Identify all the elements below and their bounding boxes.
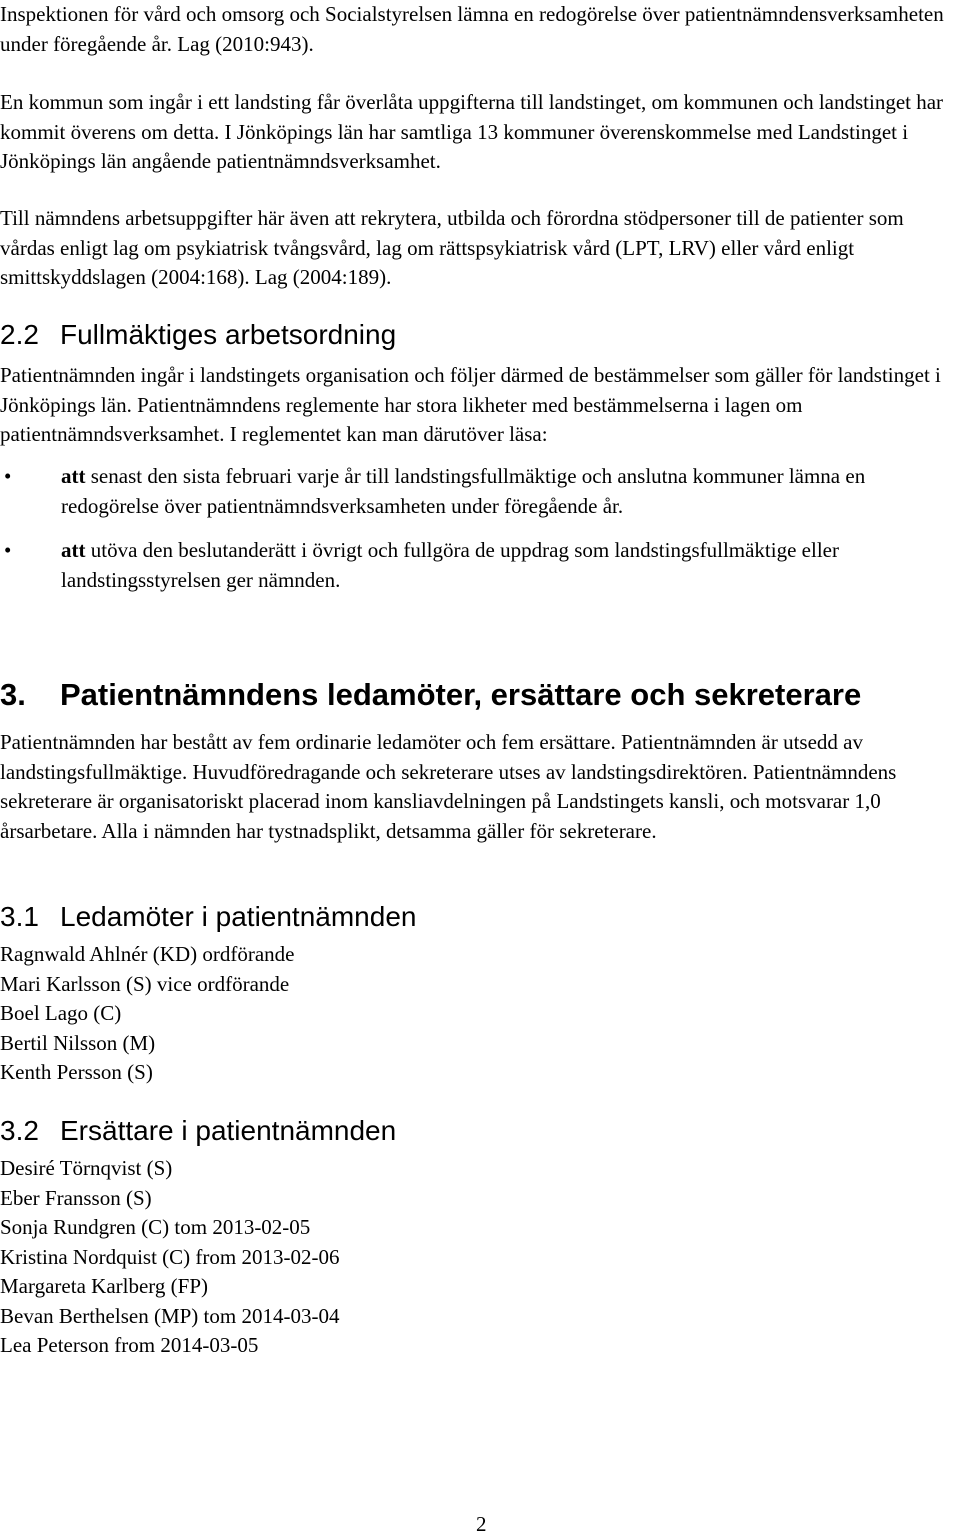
- substitutes-list: [0, 1154, 600, 1361]
- section-2-2-number: 2.2: [0, 319, 39, 350]
- section-3-title: Patientnämndens ledamöter, ersättare och sekreterare: [60, 677, 862, 712]
- section-3-2-heading: [0, 1114, 396, 1148]
- bullet-icon: •: [4, 538, 12, 562]
- section-2-2-heading: [0, 318, 396, 352]
- page-number: 2: [476, 1512, 487, 1536]
- substitute-name: Eber Fransson (S): [0, 1185, 152, 1210]
- members-list: [0, 940, 600, 1088]
- substitute-name: Desiré Törnqvist (S): [0, 1156, 173, 1180]
- section-3-2-title: Ersättare i patientnämnden: [60, 1115, 397, 1146]
- bullet-lead-word: att: [61, 538, 86, 562]
- bullet-item: [0, 462, 958, 521]
- member-name: Boel Lago (C): [0, 1001, 122, 1025]
- bullet-lead-word: att: [61, 464, 86, 488]
- section-3-heading: [0, 677, 861, 713]
- section-3-1-number: 3.1: [0, 901, 39, 932]
- regulation-bullet-list: [0, 462, 958, 610]
- substitute-name: Lea Peterson from 2014-03-05: [0, 1333, 259, 1357]
- intro-paragraph-1: Inspektionen för vård och omsorg och Socialstyrelsen lämna en redogörelse över patientnämndensverksamheten under föregående år. Lag (2010:943).: [0, 2, 944, 56]
- intro-paragraph-2: En kommun som ingår i ett landsting får överlåta uppgifterna till landstinget, om kommunen och landstinget har kommit överens om detta. I Jönköpings län har samtliga 13 kommuner överenskommelse med Landstinget i Jönköpings län angående patientnämndsverksamhet.: [0, 90, 944, 173]
- section-3-number: 3.: [0, 677, 26, 712]
- member-name: Mari Karlsson (S) vice ordförande: [0, 971, 290, 996]
- member-name: Bertil Nilsson (M): [0, 1030, 156, 1055]
- substitute-name: Kristina Nordquist (C) from 2013-02-06: [0, 1244, 340, 1269]
- section-3-2-number: 3.2: [0, 1115, 39, 1146]
- bullet-item: [0, 536, 958, 595]
- section-3-1-title: Ledamöter i patientnämnden: [60, 901, 417, 932]
- member-name: Kenth Persson (S): [0, 1060, 153, 1084]
- intro-paragraph-3: Till nämndens arbetsuppgifter här även att rekrytera, utbilda och förordna stödpersoner till de patienter som vårdas enligt lag om psykiatrisk tvångsvård, lag om rättspsykiatrisk vård (LPT, LRV) eller vård enligt smittskyddslagen (2004:168). Lag (2004:189).: [0, 206, 904, 289]
- section-2-2-paragraph: Patientnämnden ingår i landstingets organisation och följer därmed de bestämmelser som gäller för landstinget i Jönköpings län. Patientnämndens reglemente har stora likheter med bestämmelserna i lagen om patientnämndsverksamhet. I reglementet kan man därutöver läsa:: [0, 363, 941, 446]
- substitute-name: Sonja Rundgren (C) tom 2013-02-05: [0, 1215, 311, 1239]
- section-3-1-heading: [0, 900, 416, 934]
- substitute-name: Margareta Karlberg (FP): [0, 1274, 208, 1298]
- member-name: Ragnwald Ahlnér (KD) ordförande: [0, 942, 295, 966]
- substitute-name: Bevan Berthelsen (MP) tom 2014-03-04: [0, 1303, 340, 1328]
- bullet-text: utöva den beslutanderätt i övrigt och fullgöra de uppdrag som landstingsfullmäktige eller landstingsstyrelsen ger nämnden.: [61, 538, 839, 592]
- bullet-icon: •: [4, 464, 12, 488]
- section-2-2-title: Fullmäktiges arbetsordning: [60, 319, 397, 350]
- section-3-paragraph: Patientnämnden har bestått av fem ordinarie ledamöter och fem ersättare. Patientnämnden är utsedd av landstingsfullmäktige. Huvudföredragande och sekreterare utses av landstingsdirektören. Patientnämndens sekreterare är organisatoriskt placerad inom kansliavdelningen på Landstingets kansli, och motsvarar 1,0 årsarbetare. Alla i nämnden har tystnadsplikt, detsamma gäller för sekreterare.: [0, 730, 897, 843]
- bullet-text: senast den sista februari varje år till landstingsfullmäktige och anslutna kommuner lämna en redogörelse över patientnämndsverksamheten under föregående år.: [61, 464, 866, 518]
